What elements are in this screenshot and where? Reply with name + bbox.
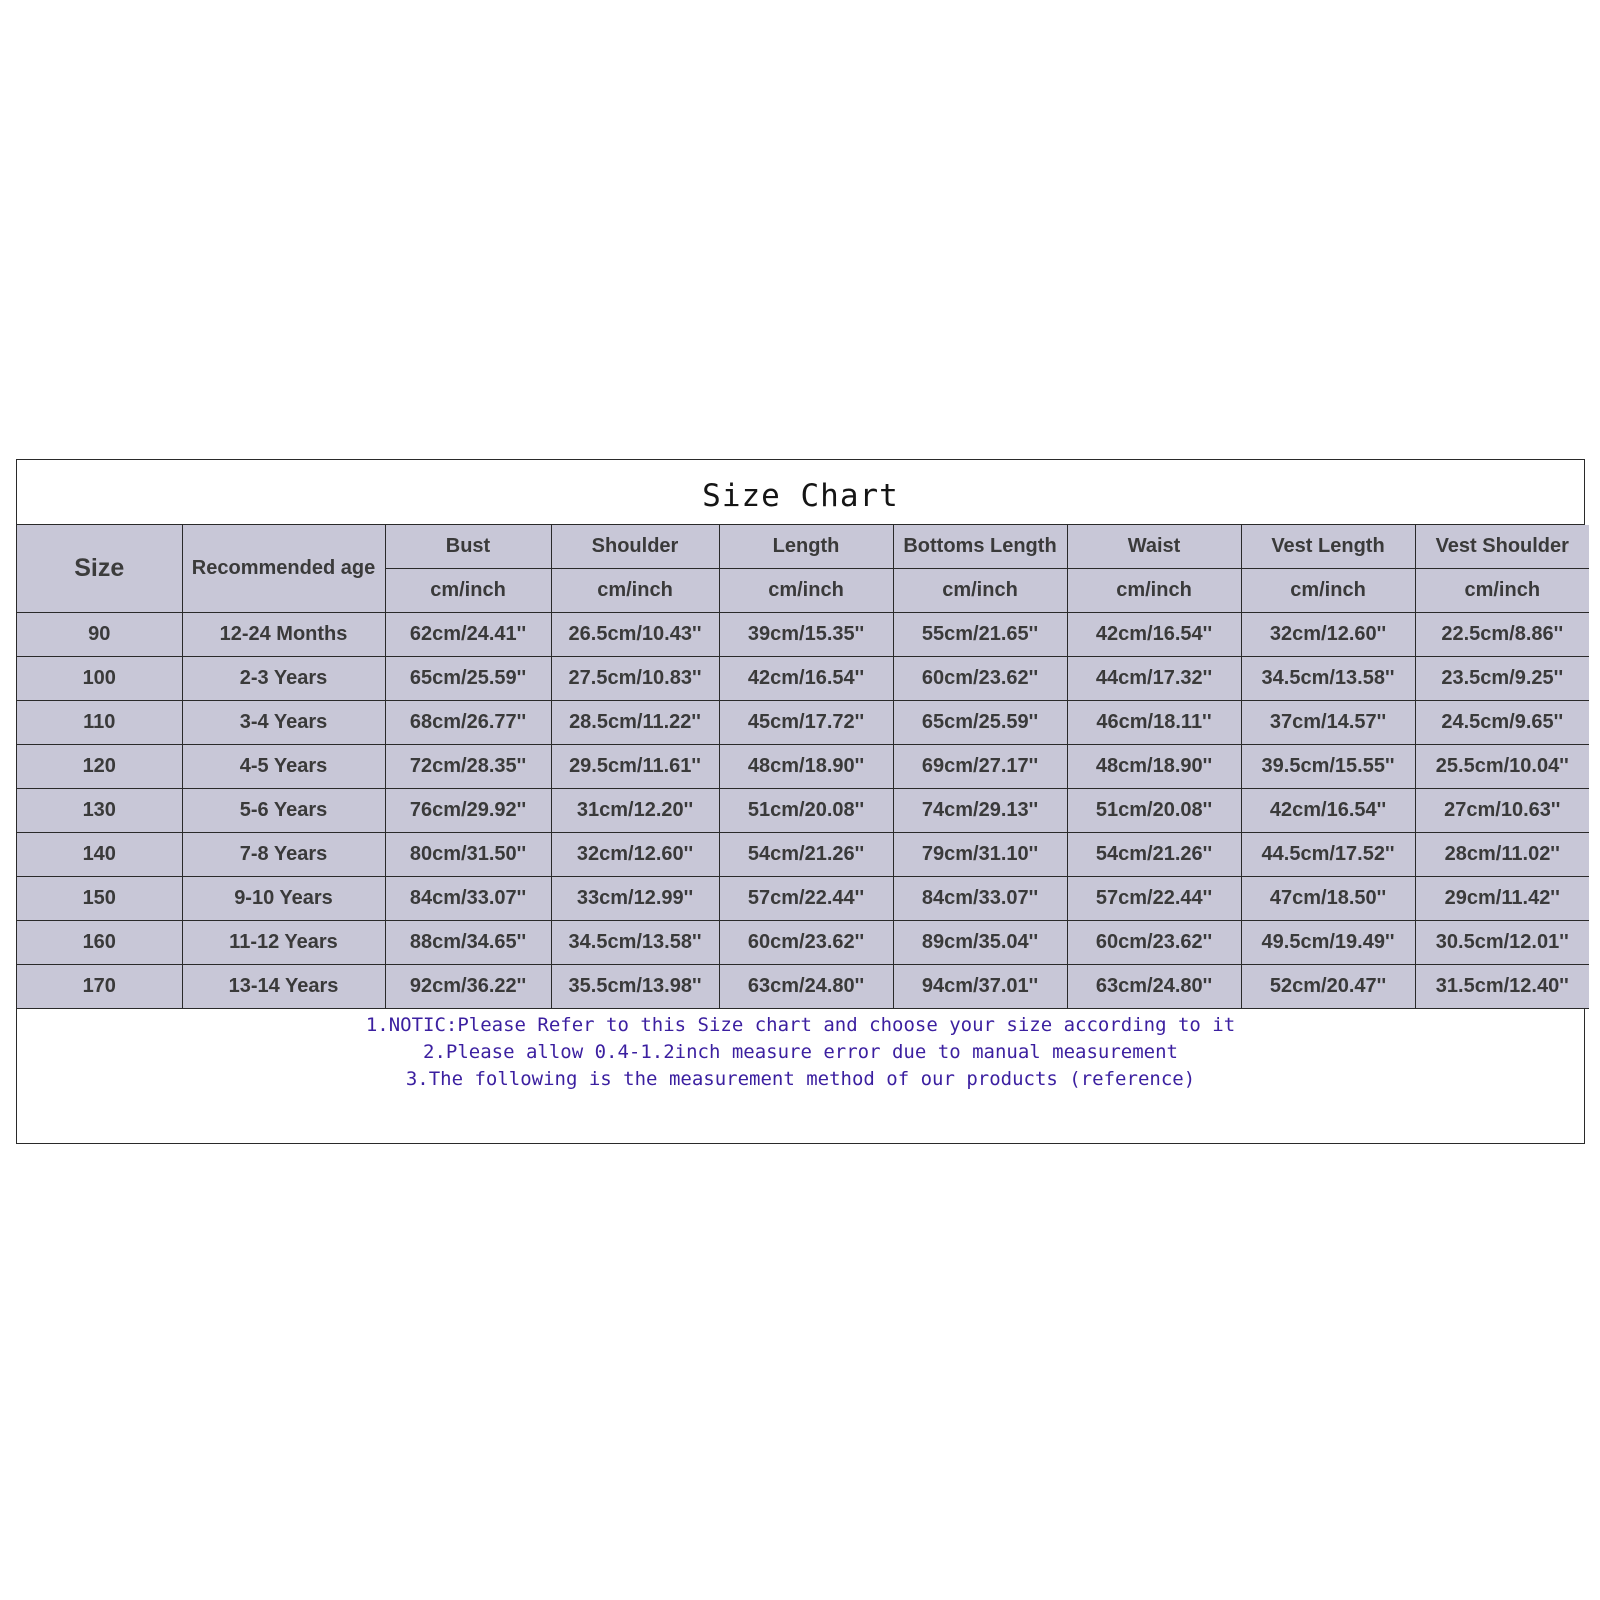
table-row — [17, 965, 1589, 1009]
measurement-cell: 60cm/23.62'' — [893, 657, 1067, 701]
measurement-cell: 54cm/21.26'' — [1067, 833, 1241, 877]
measurement-cell: 63cm/24.80'' — [1067, 965, 1241, 1009]
age-cell: 7-8 Years — [182, 833, 385, 877]
measurement-cell: 31.5cm/12.40'' — [1415, 965, 1589, 1009]
measurement-cell: 69cm/27.17'' — [893, 745, 1067, 789]
measurement-cell: 54cm/21.26'' — [719, 833, 893, 877]
table-row — [17, 789, 1589, 833]
measurement-cell: 24.5cm/9.65'' — [1415, 701, 1589, 745]
measurement-cell: 60cm/23.62'' — [1067, 921, 1241, 965]
age-cell: 2-3 Years — [182, 657, 385, 701]
measurement-cell: 80cm/31.50'' — [385, 833, 551, 877]
measurement-cell: 52cm/20.47'' — [1241, 965, 1415, 1009]
unit-label: cm/inch — [1415, 569, 1589, 613]
measurement-cell: 32cm/12.60'' — [551, 833, 719, 877]
age-cell: 12-24 Months — [182, 613, 385, 657]
size-cell: 160 — [17, 921, 182, 965]
unit-label: cm/inch — [1067, 569, 1241, 613]
measurement-cell: 84cm/33.07'' — [893, 877, 1067, 921]
unit-label: cm/inch — [551, 569, 719, 613]
measurement-cell: 89cm/35.04'' — [893, 921, 1067, 965]
table-row — [17, 613, 1589, 657]
measurement-cell: 32cm/12.60'' — [1241, 613, 1415, 657]
measurement-cell: 29cm/11.42'' — [1415, 877, 1589, 921]
measurement-cell: 30.5cm/12.01'' — [1415, 921, 1589, 965]
measurement-cell: 46cm/18.11'' — [1067, 701, 1241, 745]
unit-label: cm/inch — [719, 569, 893, 613]
measurement-cell: 79cm/31.10'' — [893, 833, 1067, 877]
measurement-cell: 25.5cm/10.04'' — [1415, 745, 1589, 789]
size-cell: 150 — [17, 877, 182, 921]
measurement-cell: 84cm/33.07'' — [385, 877, 551, 921]
table-row — [17, 921, 1589, 965]
measurement-cell: 27.5cm/10.83'' — [551, 657, 719, 701]
measurement-cell: 29.5cm/11.61'' — [551, 745, 719, 789]
measurement-cell: 34.5cm/13.58'' — [1241, 657, 1415, 701]
measurement-cell: 60cm/23.62'' — [719, 921, 893, 965]
column-header: Bottoms Length — [893, 525, 1067, 569]
column-header: Bust — [385, 525, 551, 569]
age-cell: 5-6 Years — [182, 789, 385, 833]
age-cell: 3-4 Years — [182, 701, 385, 745]
measurement-cell: 47cm/18.50'' — [1241, 877, 1415, 921]
size-table — [17, 525, 1589, 1009]
measurement-cell: 51cm/20.08'' — [719, 789, 893, 833]
size-cell: 170 — [17, 965, 182, 1009]
measurement-cell: 49.5cm/19.49'' — [1241, 921, 1415, 965]
header-row — [17, 525, 1589, 569]
measurement-cell: 65cm/25.59'' — [893, 701, 1067, 745]
column-header: Length — [719, 525, 893, 569]
size-cell: 100 — [17, 657, 182, 701]
measurement-cell: 26.5cm/10.43'' — [551, 613, 719, 657]
table-row — [17, 745, 1589, 789]
measurement-cell: 57cm/22.44'' — [1067, 877, 1241, 921]
age-cell: 13-14 Years — [182, 965, 385, 1009]
measurement-cell: 48cm/18.90'' — [1067, 745, 1241, 789]
measurement-cell: 88cm/34.65'' — [385, 921, 551, 965]
measurement-cell: 76cm/29.92'' — [385, 789, 551, 833]
measurement-cell: 55cm/21.65'' — [893, 613, 1067, 657]
measurement-cell: 45cm/17.72'' — [719, 701, 893, 745]
measurement-cell: 48cm/18.90'' — [719, 745, 893, 789]
measurement-cell: 39.5cm/15.55'' — [1241, 745, 1415, 789]
size-header: Size — [17, 525, 182, 613]
measurement-cell: 92cm/36.22'' — [385, 965, 551, 1009]
chart-title: Size Chart — [17, 460, 1584, 525]
table-row — [17, 701, 1589, 745]
measurement-cell: 42cm/16.54'' — [719, 657, 893, 701]
measurement-cell: 62cm/24.41'' — [385, 613, 551, 657]
table-row — [17, 657, 1589, 701]
measurement-cell: 57cm/22.44'' — [719, 877, 893, 921]
measurement-cell: 94cm/37.01'' — [893, 965, 1067, 1009]
measurement-cell: 35.5cm/13.98'' — [551, 965, 719, 1009]
column-header: Shoulder — [551, 525, 719, 569]
column-header: Waist — [1067, 525, 1241, 569]
measurement-cell: 63cm/24.80'' — [719, 965, 893, 1009]
size-cell: 120 — [17, 745, 182, 789]
size-cell: 110 — [17, 701, 182, 745]
size-cell: 140 — [17, 833, 182, 877]
note-line: 2.Please allow 0.4-1.2inch measure error due to manual measurement — [423, 1041, 1178, 1063]
unit-label: cm/inch — [1241, 569, 1415, 613]
measurement-cell: 74cm/29.13'' — [893, 789, 1067, 833]
size-cell: 130 — [17, 789, 182, 833]
measurement-cell: 27cm/10.63'' — [1415, 789, 1589, 833]
column-header: Vest Length — [1241, 525, 1415, 569]
measurement-cell: 65cm/25.59'' — [385, 657, 551, 701]
unit-label: cm/inch — [893, 569, 1067, 613]
age-cell: 4-5 Years — [182, 745, 385, 789]
table-row — [17, 877, 1589, 921]
measurement-cell: 51cm/20.08'' — [1067, 789, 1241, 833]
measurement-cell: 31cm/12.20'' — [551, 789, 719, 833]
size-cell: 90 — [17, 613, 182, 657]
unit-label: cm/inch — [385, 569, 551, 613]
measurement-cell: 39cm/15.35'' — [719, 613, 893, 657]
measurement-cell: 44cm/17.32'' — [1067, 657, 1241, 701]
measurement-cell: 72cm/28.35'' — [385, 745, 551, 789]
measurement-cell: 34.5cm/13.58'' — [551, 921, 719, 965]
note-line: 3.The following is the measurement method of our products (reference) — [405, 1068, 1196, 1090]
age-cell: 11-12 Years — [182, 921, 385, 965]
measurement-cell: 23.5cm/9.25'' — [1415, 657, 1589, 701]
age-header: Recommended age — [182, 525, 385, 613]
measurement-cell: 68cm/26.77'' — [385, 701, 551, 745]
measurement-cell: 22.5cm/8.86'' — [1415, 613, 1589, 657]
note-line: 1.NOTIC:Please Refer to this Size chart and choose your size according to it — [365, 1014, 1236, 1036]
measurement-cell: 42cm/16.54'' — [1241, 789, 1415, 833]
measurement-cell: 28cm/11.02'' — [1415, 833, 1589, 877]
size-chart — [16, 459, 1585, 1144]
column-header: Vest Shoulder — [1415, 525, 1589, 569]
measurement-cell: 37cm/14.57'' — [1241, 701, 1415, 745]
notes — [17, 1009, 1584, 1093]
measurement-cell: 44.5cm/17.52'' — [1241, 833, 1415, 877]
table-row — [17, 833, 1589, 877]
measurement-cell: 28.5cm/11.22'' — [551, 701, 719, 745]
measurement-cell: 42cm/16.54'' — [1067, 613, 1241, 657]
age-cell: 9-10 Years — [182, 877, 385, 921]
measurement-cell: 33cm/12.99'' — [551, 877, 719, 921]
